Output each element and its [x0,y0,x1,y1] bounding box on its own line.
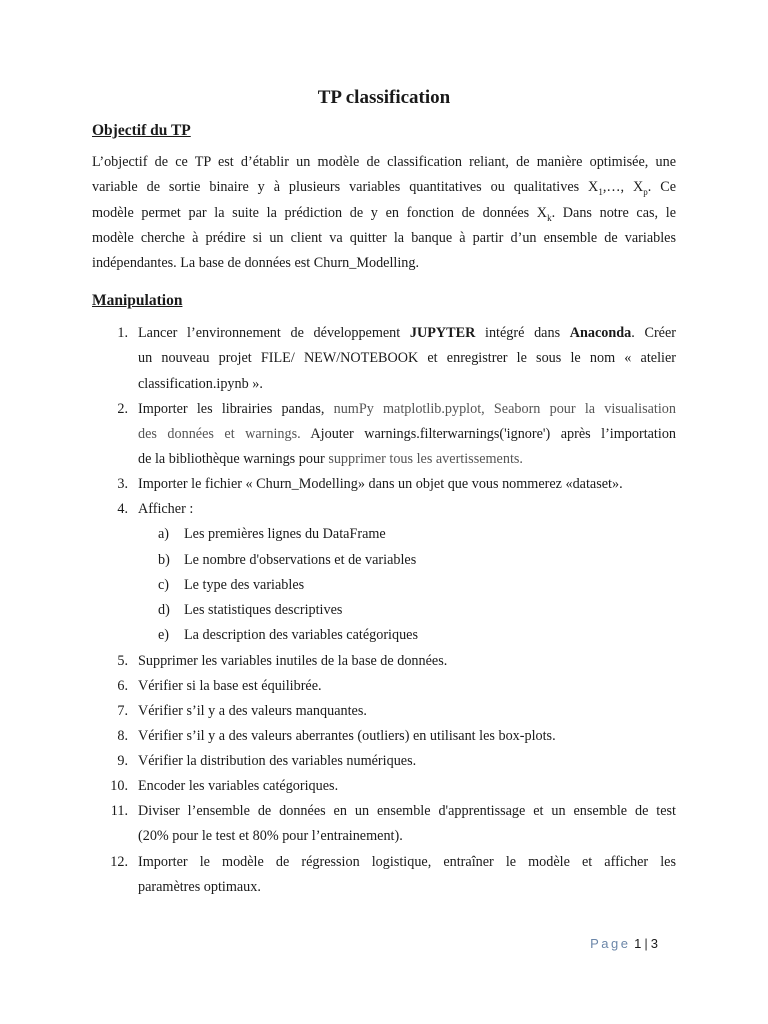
objectif-heading: Objectif du TP [92,122,191,139]
page-footer [590,936,658,951]
objectif-line-3: modèle permet par la suite la prédiction de y en fonction de données $X_k$. Dans notre cas, le [92,205,676,223]
page-current: 1 [634,936,642,951]
page-label: Page [590,936,631,951]
document-page: TP classification Objectif du TP L’objectif de ce TP est d’établir un modèle de classification reliant, de manière optimisée, une variable de sortie binaire y à plusieurs variables quantitatives ou qualitatives $X_1,\dots$, $X_p$. Ce modèle permet par la suite la prédiction de y en fonction de données $X_k$. Dans notre cas, le modèle cherche à prédire si un client va quitter la banque à partir d’un ensemble de variables indépendantes. La base de données est Churn_Modelling. Manipulation 1. Lancer l’environnement de développement JUPYTER intégré dans Anaconda. Créer un nouveau projet FILE/ NEW/NOTEBOOK et enregistrer le sous le nom « atelier classification.ipynb ». 2. Importer les librairies pandas, numPy matplotlib.pyplot, Seaborn pour la visualisation des données et warnings. Ajouter warnings.filterwarnings('ignore') après l’importation de la bibliothèque warnings pour supprimer tous les avertissements. 3. Importer le fichier « Churn_Modelling» dans un objet que vous nommerez «dataset». 4. Afficher : a) Les premières lignes du DataFrame b) Le nombre d'observations et de variables c) Le type des variables d) Les statistiques descriptives e) La description des variables catégoriques 5. Supprimer les variables inutiles de la base de données. 6. Vérifier si la base est équilibrée. 7. Vérifier s’il y a des valeurs manquantes. 8. Vérifier s’il y a des valeurs aberrantes (outliers) en utilisant les box-plots. 9. Vérifier la distribution des variables numériques. 10. Encoder les variables catégoriques. 11. Diviser l’ensemble de données en un ensemble d'apprentissage et un ensemble de test (20% pour le test et 80% pour l’entrainement). 12. Importer le modèle de régression logistique, entraîner le modèle et afficher les paramètres optimaux. Page 1 | 3 [0,0,768,1024]
page-total: 3 [650,936,658,951]
objectif-line-1: L’objectif de ce TP est d’établir un modèle de classification reliant, de manière optimisée, une [92,154,676,170]
manipulation-heading: Manipulation [92,292,183,309]
objectif-line-2: variable de sortie binaire y à plusieurs variables quantitatives ou qualitatives $X_1,\dots$, $X_p$. Ce [92,179,676,197]
page-title: TP classification [317,87,451,108]
page-separator: | [644,936,648,951]
objectif-line-4: modèle cherche à prédire si un client va quitter la banque à partir d’un ensemble de variables [92,230,676,246]
objectif-line-5: indépendantes. La base de données est Churn_Modelling. [92,255,420,271]
